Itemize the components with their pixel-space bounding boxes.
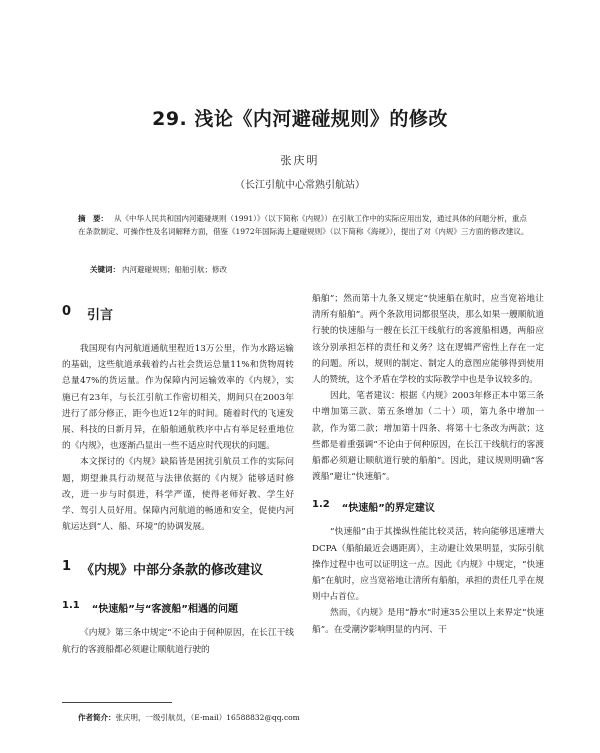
s1-2-paragraph-2: 然而，《内规》是用“静水”时速35公里以上来界定“快速船”。在受潮汐影响明显的内河、干	[312, 608, 544, 635]
right-column	[312, 291, 544, 638]
section-heading-1	[62, 559, 294, 578]
footnote-label: 作者简介：	[78, 713, 116, 722]
section-title: 《内规》中部分条款的修改建议	[81, 563, 264, 579]
subsection-title: “快速船”与“客渡船”相遇的问题	[91, 604, 239, 616]
intro-paragraph-1: 我国现有内河航道通航里程近13万公里，作为水路运输的基础，这些航道承载着约占社会货运总量11%和货物周转总量47%的货运量。作为保障内河运输效率的《内规》，实施已有23年，与长江引航工作密切相关，期间只在2003年进行了部分修正，距今也近12年的时间。随着时代的飞速发展、科技的日新月异，在船舶通航秩序中占有举足轻重地位的《内规》，也逐渐凸显出一些不适应时代现状的问题。	[62, 344, 294, 452]
footnote	[78, 712, 300, 723]
left-column	[62, 304, 294, 658]
keywords-label: 关键词：	[90, 265, 120, 274]
author-affiliation: （长江引航中心常熟引航站）	[235, 180, 365, 191]
author-name: 张庆明	[280, 154, 320, 167]
section-number: 0	[62, 304, 72, 319]
subsection-heading-1-1	[62, 600, 294, 615]
abstract	[78, 212, 530, 238]
keywords	[90, 264, 530, 275]
paper-title: 29. 浅论《内河避碰规则》的修改	[152, 108, 448, 130]
s1-2-paragraph-1: “快速船”由于其操纵性能比较灵活，转向能够迅速增大DCPA（船舶最近会遇距离），主动避让效果明显，实际引航操作过程中也可以证明这一点。因此《内规》中规定，“快速船”在航时，应当宽裕地让清所有船舶，承担的责任几乎在规则中占首位。	[312, 527, 544, 603]
right-paragraph-2: 因此，笔者建议：根据《内规》2003年修正本中第三条中增加第三款、第五条增加（二十）项，第九条中增加一款，作为第二款；增加第十四条、将第十七条改为两款；这些都是着重强调“不论由于何种原因，在长江干线航行的客渡船都必须避让顺航道行驶的船舶”。因此，建议规则明确“客渡船”避让“快速船”。	[312, 391, 544, 483]
subsection-heading-1-2	[312, 499, 544, 514]
subsection-number: 1.2	[312, 499, 330, 511]
section-title: 引言	[87, 308, 114, 323]
keywords-text: 内河避碰规则；船舶引航；修改	[122, 265, 227, 274]
intro-paragraph-2: 本文探讨的《内规》缺陷皆是困扰引航员工作的实际问题，期望兼具行动规范与法律依据的《内规》能够适时修改，进一步与时俱进，科学严谨，使得老师好教、学生好学、驾引人员好用。保障内河航道的畅通和安全，促使内河航运达到“人、船、环境”的协调发展。	[62, 457, 294, 533]
section-number: 1	[62, 559, 72, 575]
footnote-text: 张庆明，一级引航员，（E-mail）16588832@qq.com	[115, 713, 300, 722]
abstract-text: 从《中华人民共和国内河避碰规则（1991）》（以下简称《内规》）在引航工作中的实际应用出发，通过具体的问题分析，重点在条款制定、可操作性及名词解释方面，借鉴《1972年国际海上避碰规则》（以下简称《海规》），提出了对《内规》三方面的修改建议。	[78, 214, 529, 236]
s1-1-paragraph-1: 《内规》第三条中规定“不论由于何种原因，在长江干线航行的客渡船都必须避让顺航道行驶的	[62, 628, 294, 655]
right-paragraph-1: 船舶”；然而第十九条又规定“快速船在航时，应当宽裕地让清所有船舶”。两个条款用词都很坚决，那么如果一艘顺航道行驶的快速船与一艘在长江干线航行的客渡船相遇，两船应该分别承担怎样的责任和义务？这在逻辑严密性上存在一定的问题。所以，规则的制定、制定人的意图应能够得到使用人的赞统，这个矛盾在学校的实际教学中也是争议较多的。	[312, 294, 544, 386]
subsection-title: “快速船”的界定建议	[341, 503, 435, 515]
footnote-divider	[62, 702, 172, 703]
section-heading-intro	[62, 304, 294, 323]
abstract-label: 摘 要：	[78, 214, 108, 223]
subsection-number: 1.1	[62, 600, 80, 612]
